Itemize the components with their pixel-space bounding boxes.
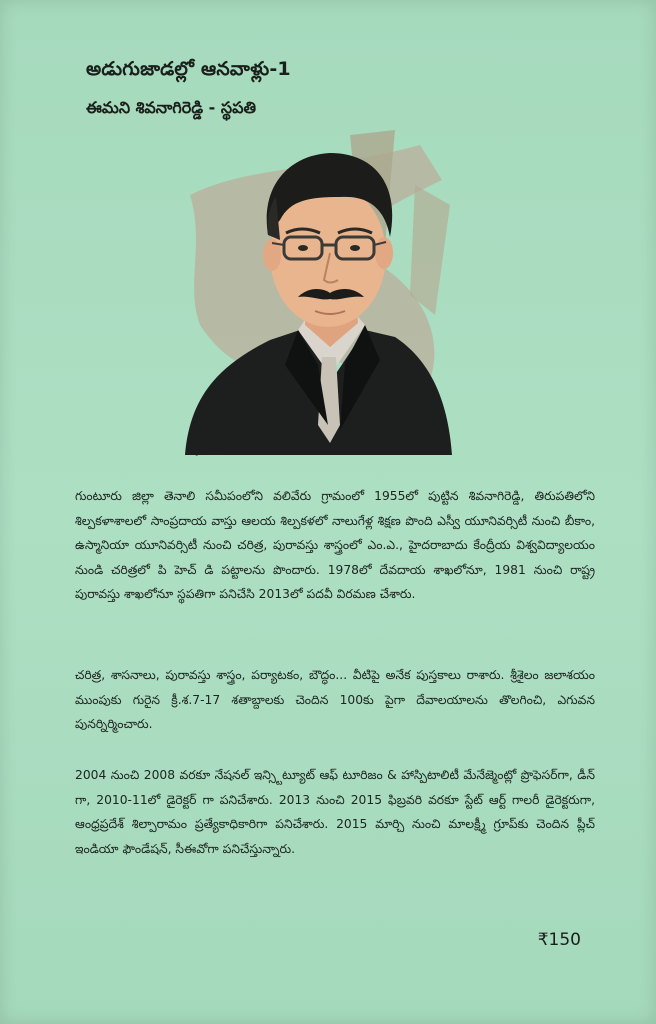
- author-portrait-icon: [180, 125, 460, 465]
- author-line: ఈమని శివనాగిరెడ్డి - స్థపతి: [86, 98, 256, 117]
- bio-paragraph: 2004 నుంచి 2008 వరకూ నేషనల్ ఇన్స్టిట్యూట్ ఆఫ్ టూరిజం & హాస్పిటాలిటీ మేనేజ్మెంట్లో ప్రొఫెసర్‌గా, డీన్ గా, 2010-11లో డైరెక్టర్ గా పనిచేశారు. 2013 నుంచి 2015 ఫిబ్రవరి వరకూ స్టేట్ ఆర్ట్ గాలరీ డైరెక్టరుగా, ఆంధ్రప్రదేశ్ శిల్పారామం ప్రత్యేకాధికారిగా పనిచేశారు. 2015 మార్చి నుంచి మాలక్ష్మీ గ్రూప్‌కు చెందిన ప్లీచ్ ఇండియా ఫౌండేషన్, సీఈవోగా పనిచేస్తున్నారు.: [75, 768, 595, 856]
- price-label: ₹150: [537, 930, 581, 950]
- series-title: అడుగుజాడల్లో ఆనవాళ్లు-1: [86, 58, 291, 80]
- bio-paragraph: గుంటూరు జిల్లా తెనాలి సమీపంలోని వలివేరు గ్రామంలో 1955లో పుట్టిన శివనాగిరెడ్డి, తిరుపతిలోని శిల్పకళాశాలలో సాంప్రదాయ వాస్తు ఆలయ శిల్పకళలో నాలుగేళ్ల శిక్షణ పొంది ఎస్వీ యూనివర్సిటీ నుంచి బీకాం, ఉస్మానియా యూనివర్సిటీ నుంచి చరిత్ర, పురావస్తు శాస్త్రంలో ఎం.ఎ., హైదరాబాదు కేంద్రీయ విశ్వవిద్యాలయం నుండి చరిత్రలో పి హెచ్ డి పట్టాలను పొందారు. 1978లో దేవదాయ శాఖలోనూ, 1981 నుంచి రాష్ట్ర పురావస్తు శాఖలోనూ స్థపతిగా పనిచేసి 2013లో పదవీ విరమణ చేశారు.: [75, 489, 595, 601]
- bio-paragraph: చరిత్ర, శాసనాలు, పురావస్తు శాస్త్రం, పర్యాటకం, బౌద్ధం... వీటిపై అనేక పుస్తకాలు రాశారు. శ్రీశైలం జలాశయం ముంపుకు గురైన క్రీ.శ.7-17 శతాబ్దాలకు చెందిన 100కు పైగా దేవాలయాలను తొలగించి, ఎగువన పునర్నిర్మించారు.: [75, 668, 595, 731]
